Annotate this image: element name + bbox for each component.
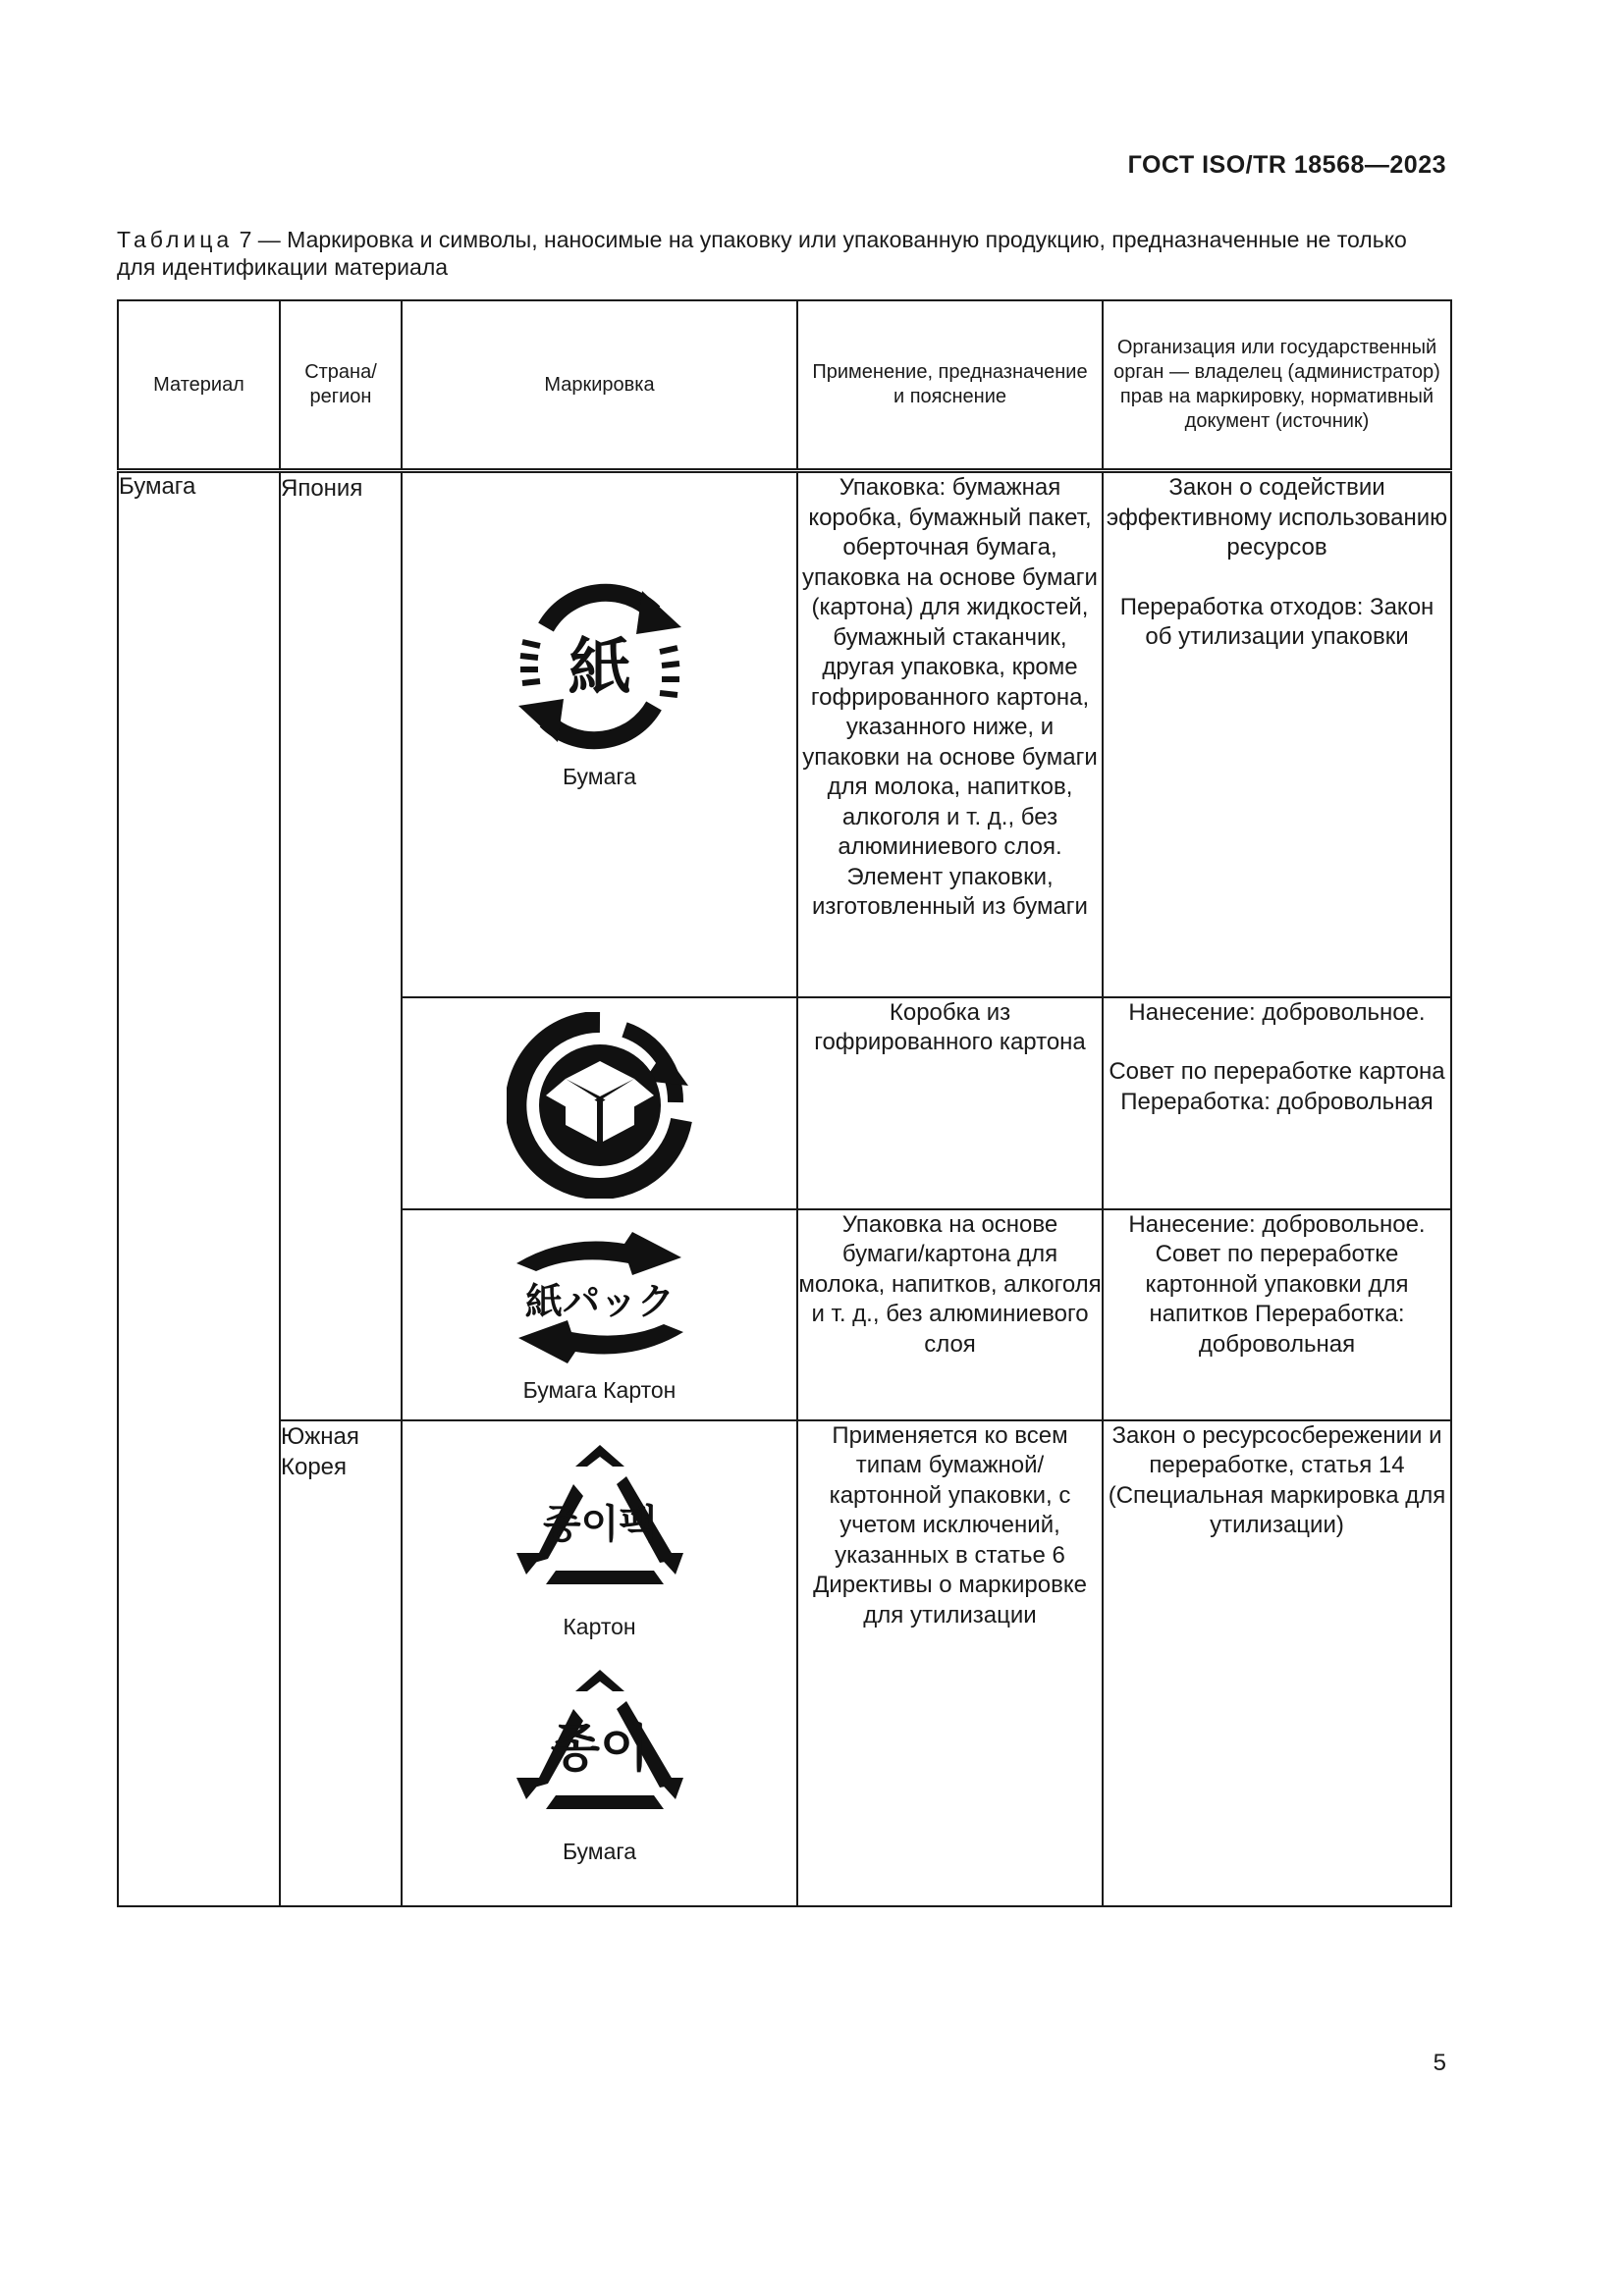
application-cell: Коробка из гофрированного картона	[797, 997, 1103, 1209]
table-caption-text: 7 — Маркировка и символы, наносимые на упаковку или упакованную продукцию, предназначенные не только для идентификации материала	[117, 227, 1407, 280]
standard-header: ГОСТ ISO/TR 18568—2023	[1127, 151, 1446, 179]
column-header-marking: Маркировка	[402, 300, 797, 471]
svg-text:紙パック: 紙パック	[524, 1279, 675, 1323]
marking-table	[117, 299, 1452, 1907]
table-caption	[117, 226, 1438, 281]
application-cell: Применяется ко всем типам бумажной/ картонной упаковки, с учетом исключений, указанных в статье 6 Директивы о маркировке для утилизации	[797, 1420, 1103, 1906]
owner-text: Совет по переработке картона Переработка: добровольная	[1109, 1058, 1445, 1115]
owner-cell: Нанесение: добровольное. Совет по переработке картонной упаковки для напитков Переработка: добровольная	[1103, 1209, 1451, 1420]
owner-text: Переработка отходов: Закон об утилизации упаковки	[1119, 593, 1435, 650]
symbol-caption: Бумага	[562, 764, 637, 789]
owner-cell	[1103, 997, 1451, 1209]
korean-paper-symbol-icon	[507, 1662, 693, 1839]
korean-paper-pack-symbol-icon	[507, 1437, 693, 1614]
table-caption-label: Таблица	[117, 227, 234, 252]
symbol-caption: Бумага	[562, 1838, 637, 1864]
owner-cell	[1103, 471, 1451, 997]
column-header-country: Страна/ регион	[280, 300, 402, 471]
owner-cell: Закон о ресурсосбережении и переработке, статья 14 (Специальная маркировка для утилизации)	[1103, 1420, 1451, 1906]
table-header-row	[118, 300, 1451, 471]
symbol-cell	[402, 997, 797, 1209]
column-header-owner: Организация или государственный орган — владелец (администратор) прав на маркировку, нормативный документ (источник)	[1103, 300, 1451, 471]
column-header-material: Материал	[118, 300, 280, 471]
paper-pack-symbol-icon	[507, 1224, 693, 1371]
table-row	[118, 1420, 1451, 1906]
owner-text: Закон о содействии эффективному использованию ресурсов	[1106, 474, 1448, 561]
page-number: 5	[1433, 2050, 1446, 2076]
svg-text:종이팩: 종이팩	[542, 1501, 657, 1547]
material-cell: Бумага	[118, 471, 280, 1906]
owner-text: Нанесение: добровольное.	[1128, 998, 1426, 1026]
symbol-caption: Бумага Картон	[522, 1376, 677, 1403]
svg-text:종이: 종이	[550, 1719, 649, 1779]
symbol-cell	[402, 1209, 797, 1420]
country-cell-korea: Южная Корея	[280, 1420, 402, 1906]
cardboard-recycle-symbol-icon	[507, 1012, 693, 1199]
table-row	[118, 471, 1451, 997]
application-cell: Упаковка на основе бумаги/картона для молока, напитков, алкоголя и т. д., без алюминиевого слоя	[797, 1209, 1103, 1420]
symbol-caption: Картон	[563, 1613, 636, 1639]
symbol-cell	[402, 471, 797, 997]
country-cell-japan: Япония	[280, 471, 402, 1420]
paper-recycle-symbol-icon	[507, 573, 693, 760]
symbol-cell	[402, 1420, 797, 1906]
column-header-application: Применение, предназначение и пояснение	[797, 300, 1103, 471]
svg-text:紙: 紙	[568, 632, 631, 705]
application-cell: Упаковка: бумажная коробка, бумажный пакет, оберточная бумага, упаковка на основе бумаги (картона) для жидкостей, бумажный стаканчик, другая упаковка, кроме гофрированного картона, указанного ниже, и упаковки на основе бумаги для молока, напитков, алкоголя и т. д., без алюминиевого слоя. Элемент упаковки, изготовленный из бумаги	[797, 471, 1103, 997]
